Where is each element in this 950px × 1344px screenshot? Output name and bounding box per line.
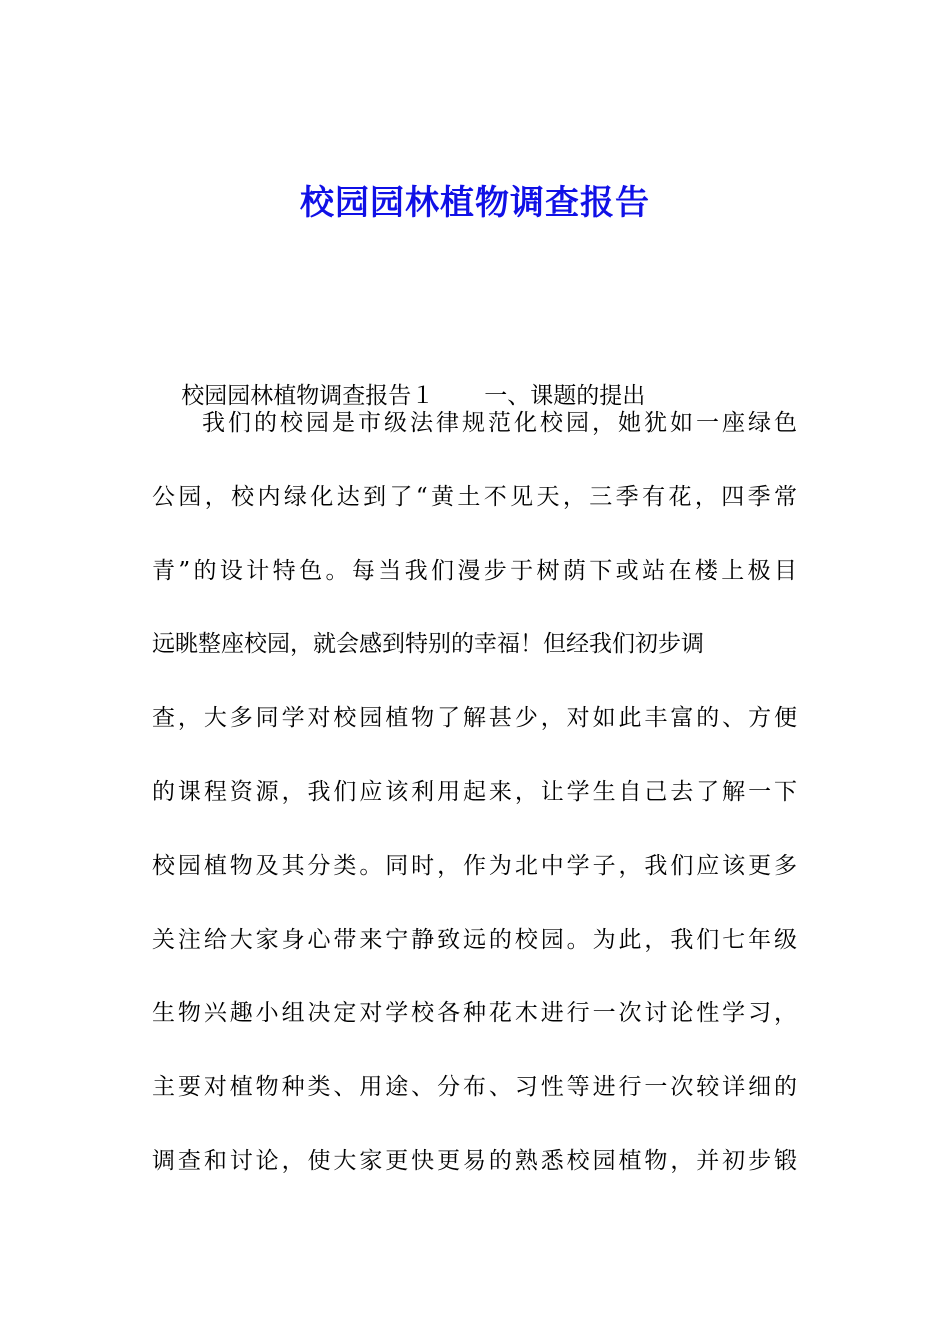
paragraph-line: 公园，校内绿化达到了“黄土不见天，三季有花，四季常	[152, 483, 797, 510]
body-paragraph	[152, 400, 797, 1212]
paragraph-line: 我们的校园是市级法律规范化校园，她犹如一座绿色	[202, 410, 797, 436]
paragraph-line: 关注给大家身心带来宁静致远的校园。为此，我们七年级	[152, 926, 797, 953]
document-title: 校园园林植物调查报告	[300, 183, 650, 223]
paragraph-line: 校园植物及其分类。同时，作为北中学子，我们应该更多	[152, 852, 797, 879]
paragraph-line: 的课程资源，我们应该利用起来，让学生自己去了解一下	[152, 778, 797, 805]
paragraph-line: 主要对植物种类、用途、分布、习性等进行一次较详细的	[152, 1074, 797, 1101]
report-name: 校园园林植物调查报告１	[181, 383, 435, 409]
paragraph-line: 调查和讨论，使大家更快更易的熟悉校园植物，并初步锻	[152, 1147, 797, 1174]
paragraph-line: 查，大多同学对校园植物了解甚少，对如此丰富的、方便	[152, 705, 797, 732]
section-title: 一、课题的提出	[484, 383, 646, 409]
paragraph-line: 远眺整座校园，就会感到特别的幸福！但经我们初步调	[152, 631, 704, 658]
paragraph-line: 生物兴趣小组决定对学校各种花木进行一次讨论性学习，	[152, 1000, 797, 1027]
paragraph-line: 青”的设计特色。每当我们漫步于树荫下或站在楼上极目	[152, 557, 797, 584]
